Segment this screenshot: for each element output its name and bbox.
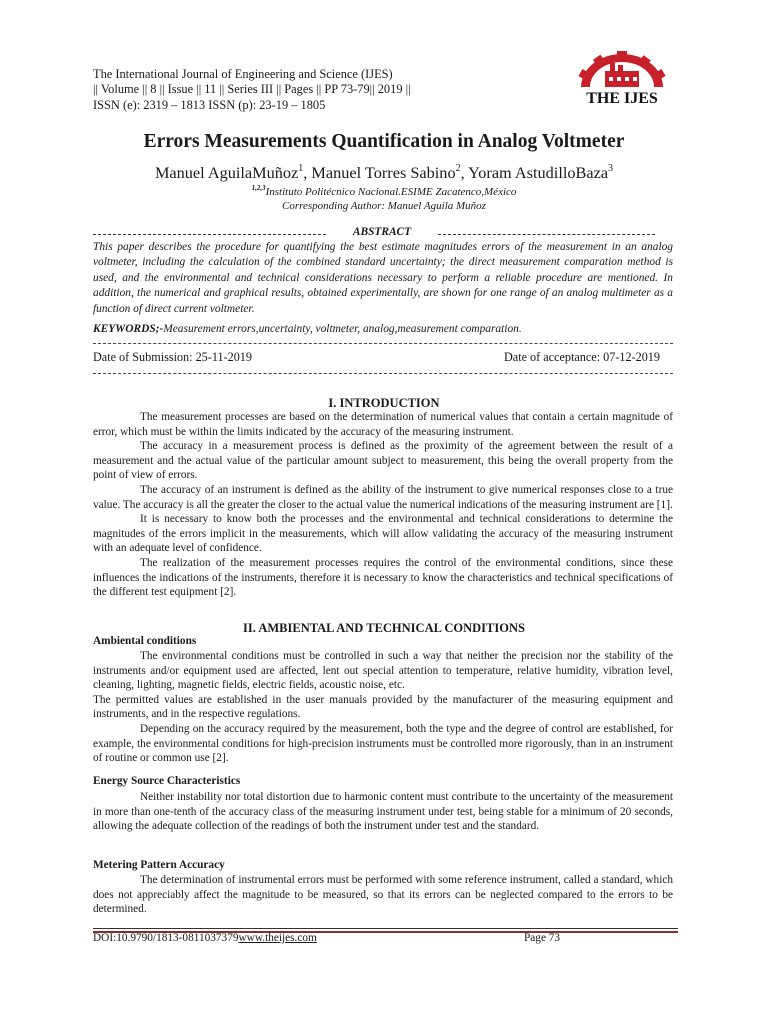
abstract-heading [93,228,673,240]
journal-header [93,67,513,113]
affiliation-block [0,185,768,213]
paragraph: Depending on the accuracy required by the measurement, both the type and the degree of control are established, for example, the environmental conditions for high-precision instruments must be controlled more rigorously, than in an instrument of routine or common use [2]. [93,722,673,765]
author-name: Yoram AstudilloBaza [468,163,609,182]
ambiental-body [93,649,673,766]
divider [93,343,673,344]
page-number: Page 73 [524,932,561,944]
issue-line: || Volume || 8 || Issue || 11 || Series III || Pages || PP 73-79|| 2019 || [93,82,411,97]
divider [93,373,673,374]
affiliation: Instituto Politécnico Nacional.ESIME Zacatenco,México [265,186,517,198]
dates-row [93,350,673,365]
abstract-label: ABSTRACT [352,226,412,238]
paragraph: The accuracy in a measurement process is defined as the proximity of the agreement between the result of a measurement and the actual value of the particular amount subject to measurement, this being the overall property from the point of view of errors. [93,440,673,482]
divider [438,234,655,235]
energy-body [93,790,673,834]
keywords [93,323,673,335]
paper-title: Errors Measurements Quantification in Analog Voltmeter [143,131,625,152]
divider [93,234,326,235]
logo-text: THE IJES [586,90,658,107]
author-name: Manuel Torres Sabino [311,163,456,182]
paragraph: The measurement processes are based on the determination of numerical values that contain a certain magnitude of error, which must be within the limits indicated by the accuracy of the measuring instrument. [93,411,673,438]
journal-name: The International Journal of Engineering and Science (IJES) [93,67,393,81]
author-sup: 1 [298,163,304,174]
page-footer [93,932,673,944]
author-list: Manuel AguilaMuñoz$^1$, Manuel Torres Sabino$^2$, Yoram AstudilloBaza$^3$ [154,163,614,182]
paragraph: Neither instability nor total distortion due to harmonic content must contribute to the uncertainty of the measurement in more than one-tenth of the accuracy class of the measuring instrument under test, being stable for a minimum of 20 seconds, allowing the adequate collection of the readings of both the instrument under test and the standard. [93,791,673,833]
keywords-label: KEYWORDS;- [93,323,164,335]
author-sup: 3 [608,163,614,174]
issn-line: ISSN (e): 2319 – 1813 ISSN (p): 23-19 – 1805 [93,97,326,112]
author-name: Manuel AguilaMuñoz [154,163,299,182]
metering-body [93,873,673,917]
paragraph: The permitted values are established in the user manuals provided by the manufacturer of the measuring equipment and instruments, and in the respective regulations. [93,693,673,721]
subheading-metering-pattern: Metering Pattern Accuracy [93,859,225,871]
author-sup: 2 [455,163,461,174]
subheading-ambiental-conditions: Ambiental conditions [93,635,197,647]
keywords-text: Measurement errors,uncertainty, voltmeter, analog,measurement comparation. [163,323,522,335]
affiliation-sup: 1,2,3 [251,184,266,192]
corresponding-author: Corresponding Author: Manuel Aguila Muñoz [282,200,486,212]
section-heading-introduction: I. INTRODUCTION [328,396,440,410]
paragraph: The determination of instrumental errors must be performed with some reference instrument, called a standard, which does not appreciably affect the magnitude to be measured, so that its errors can be neglected compared to the errors to be determined. [93,874,673,916]
paragraph: The environmental conditions must be controlled in such a way that neither the precision nor the stability of the instruments and/or equipment used are affected, lent out special attention to temperature, relative humidity, vibration level, cleaning, lighting, magnetic fields, electric fields, acoustic noise, etc. [93,650,673,692]
paragraph: It is necessary to know both the processes and the environmental and technical considerations to determine the magnitudes of the errors implicit in the measurements, which will allow validating the accuracy of the measuring instrument with an adequate level of confidence. [93,513,673,555]
footer-rule [93,928,678,929]
journal-logo [573,51,671,109]
paragraph: The realization of the measurement processes requires the control of the environmental conditions, since these influences the indications of the instruments, therefore it is necessary to know the characteristics and technical specifications of the different test equipment [2]. [93,556,673,599]
subheading-energy-source: Energy Source Characteristics [93,775,241,787]
section-heading-ambiental: II. AMBIENTAL AND TECHNICAL CONDITIONS [243,621,525,635]
doi: DOI:10.9790/1813-0811037379 [93,932,239,944]
journal-link[interactable]: www.theijes.com [238,932,317,944]
acceptance-date: Date of acceptance: 07-12-2019 [504,350,660,364]
abstract-text: This paper describes the procedure for quantifying the best estimate magnitudes errors of the measurement in an analog voltmeter, including the calculation of the combined standard uncertainty; the direct measurement comparation method is used, and the environmental and technical considerations necessary to perform a reliable procedure are mentioned. In addition, the numerical and graphical results, obtained experimentally, are shown for one range of an analog multimeter as a function of direct current voltmeter. [93,241,673,315]
introduction-body [93,410,673,600]
submission-date: Date of Submission: 25-11-2019 [93,350,252,364]
paragraph: The accuracy of an instrument is defined as the ability of the instrument to give numerical responses close to a true value. The accuracy is all the greater the closer to the actual value the numerical indications of the measuring instrument are [1]. [93,483,673,511]
